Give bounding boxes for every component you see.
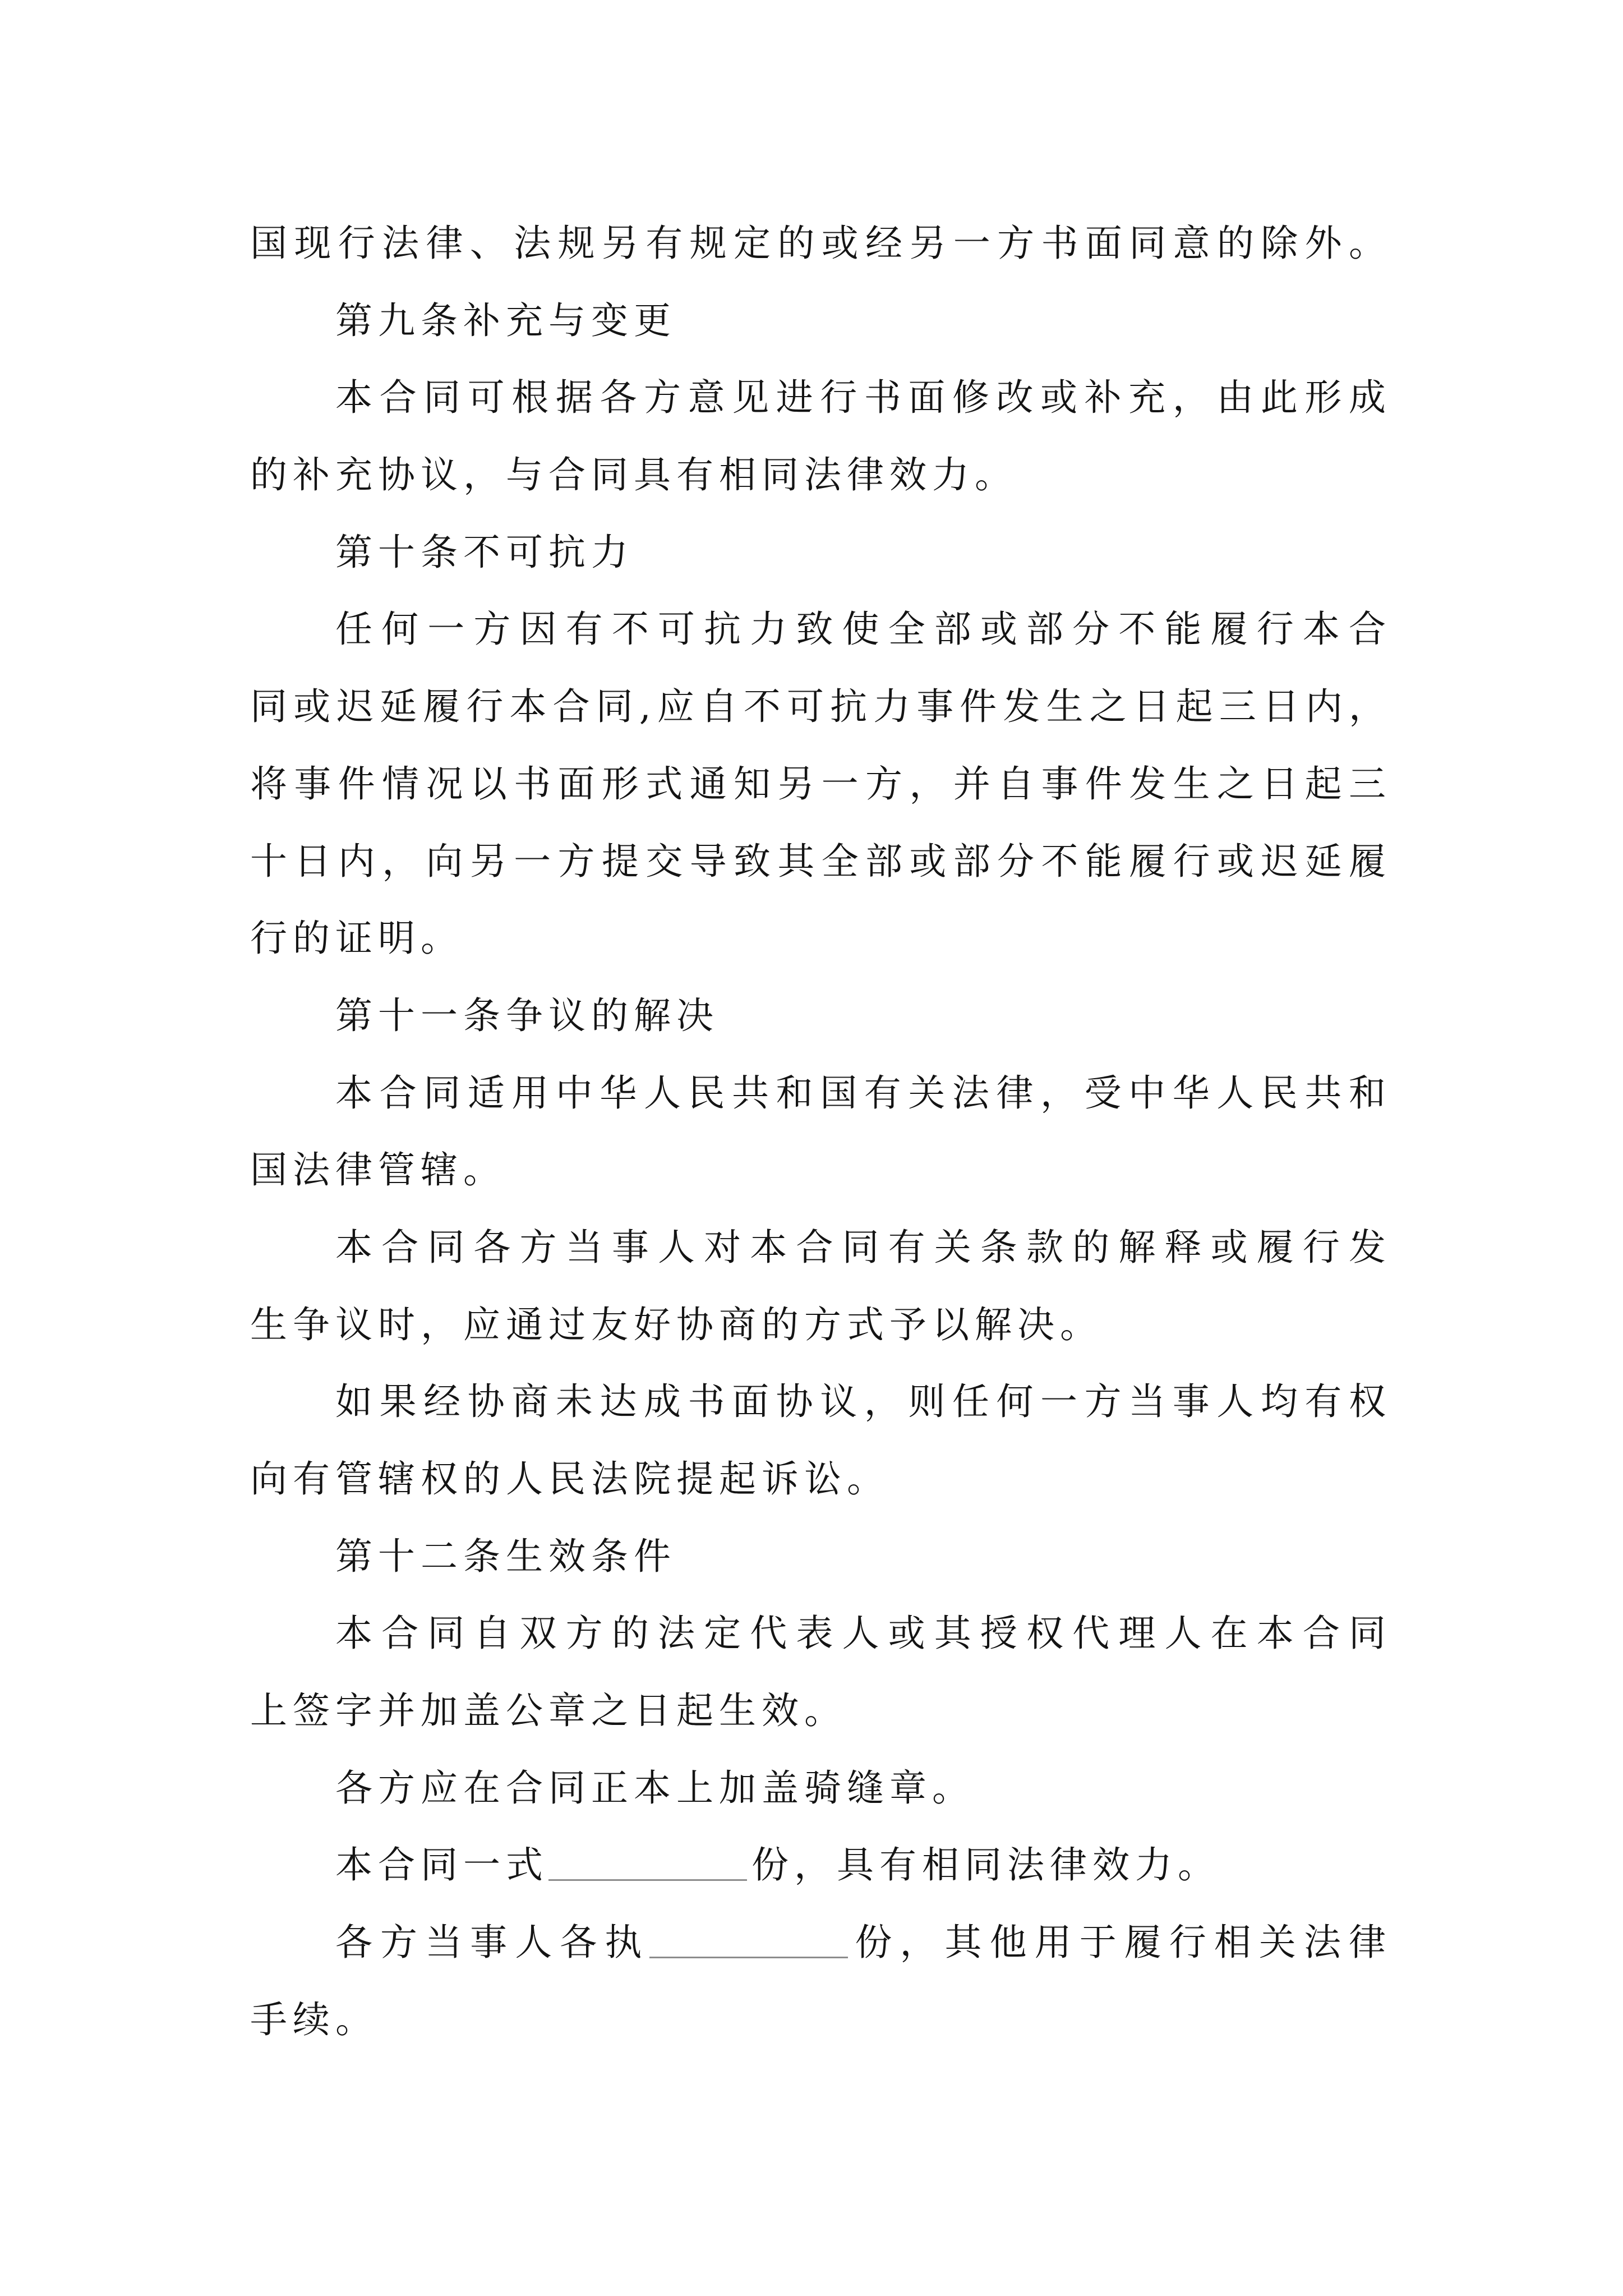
paragraph-line: 国法律管辖。 (250, 1148, 506, 1192)
paragraph-line: 本合同各方当事人对本合同有关条款的解释或履行发 (335, 1225, 1391, 1269)
article-heading: 第十一条争议的解决 (335, 993, 719, 1037)
paragraph-line: 生争议时，应通过友好协商的方式予以解决。 (250, 1303, 1103, 1346)
paragraph (250, 1904, 1391, 2058)
paragraph-line: 十日内，向另一方提交导致其全部或部分不能履行或迟延履 (250, 839, 1391, 883)
article-10 (250, 514, 1391, 977)
paragraph-line: 向有管辖权的人民法院提起诉讼。 (250, 1457, 889, 1501)
text-before-blank: 本合同一式 (335, 1843, 548, 1887)
copies-each-line (250, 1904, 1391, 1981)
paragraph-line: 本合同自双方的法定代表人或其授权代理人在本合同 (335, 1612, 1391, 1655)
paragraph-line: 上签字并加盖公章之日起生效。 (250, 1689, 847, 1733)
paragraph-line: 各方应在合同正本上加盖骑缝章。 (335, 1766, 975, 1810)
text-after-blank: 份，具有相同法律效力。 (751, 1843, 1220, 1887)
article-heading: 第十条不可抗力 (335, 530, 634, 574)
paragraph-line: 手续。 (250, 1998, 378, 2041)
paragraph (250, 1826, 1391, 1904)
paragraph (250, 359, 1391, 513)
paragraph-line: 同或迟延履行本合同,应自不可抗力事件发生之日起三日内， (250, 685, 1391, 729)
text-after-blank: 份，其他用于履行相关法律 (852, 1921, 1391, 1964)
paragraph-line: 任何一方因有不可抗力致使全部或部分不能履行本合 (335, 608, 1391, 651)
document-page (250, 205, 1391, 2059)
article-11 (250, 977, 1391, 1518)
article-12 (250, 1518, 1391, 2059)
paragraph (250, 1595, 1391, 1749)
article-heading: 第九条补充与变更 (335, 298, 676, 342)
paragraph-line: 将事件情况以书面形式通知另一方，并自事件发生之日起三 (250, 762, 1391, 806)
continuation-line: 国现行法律、法规另有规定的或经另一方书面同意的除外。 (250, 222, 1391, 265)
text-before-blank: 各方当事人各执 (335, 1921, 650, 1964)
article-heading: 第十二条生效条件 (335, 1534, 676, 1578)
paragraph-line: 的补充协议，与合同具有相同法律效力。 (250, 453, 1017, 497)
fill-in-blank (649, 1956, 848, 1958)
paragraph (250, 1363, 1391, 1517)
paragraph (250, 1055, 1391, 1209)
fill-in-blank (548, 1879, 747, 1881)
paragraph-line: 如果经协商未达成书面协议，则任何一方当事人均有权 (335, 1380, 1391, 1424)
paragraph (250, 1750, 1391, 1827)
paragraph-line: 行的证明。 (250, 917, 463, 960)
article-9 (250, 282, 1391, 514)
copies-total-line (250, 1826, 1391, 1904)
paragraph (250, 591, 1391, 977)
paragraph (250, 1209, 1391, 1363)
paragraph-line: 本合同适用中华人民共和国有关法律，受中华人民共和 (335, 1071, 1391, 1115)
paragraph-line: 本合同可根据各方意见进行书面修改或补充，由此形成 (335, 376, 1391, 420)
